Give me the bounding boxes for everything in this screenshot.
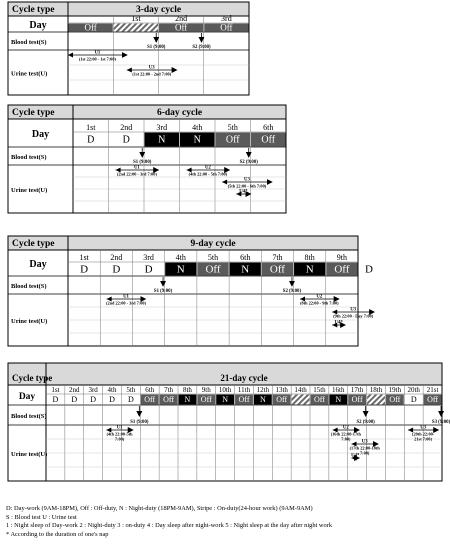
row-label-blood: Blood test(S) [11,413,47,420]
day-number: 2nd [110,253,123,262]
day-number: 1st [79,253,89,262]
shift-code: D [80,263,89,276]
urine-test-label: U1 [94,50,101,56]
row-label-urine: Urine test(U) [11,451,48,458]
urine-test-window: (4th 22:00-5th [106,431,133,437]
day-number: 3rd [88,386,98,394]
urine-test-arrow-tail [68,53,73,58]
section-frame [8,105,286,213]
day-number: 4th [175,253,186,262]
shift-code: Off [389,395,401,405]
shift-code: N [335,395,342,405]
cycle-title: 9-day cycle [190,239,236,249]
urine-test-label: U1 [133,165,140,171]
urine-test-arrow-tail [222,180,227,185]
day-number: 6th [145,386,155,394]
day-number: 5th [207,253,219,262]
legend-line-shifts: D: Day-work (9AM-18PM), Off : Off-duty, N : Night-duty (18PM-9AM), Stripe : On-duty(24-hour work) (9AM-9AM) [6,505,313,512]
section-cycle3 [8,2,249,95]
cycle-type-label: Cycle type [12,373,53,383]
shift-code: D [410,395,417,405]
day-number: 4th [107,386,117,394]
urine-test-window: 21st 7:00) [414,436,433,442]
shift-code: Off [144,395,156,405]
blood-test-label: S3 (9:00) [431,420,450,425]
shift-code: D [112,263,121,276]
day-number: 6th [240,253,251,262]
blood-test-label: S2 (9:00) [192,45,211,50]
day-number: 2nd [175,14,188,23]
urine-test-label: U1 [123,294,129,300]
urine-test-label: U2 [204,165,211,171]
urine-test-label: U3 [420,425,427,431]
day-number: 15th [313,386,326,394]
day-number: 16th [332,386,345,394]
urine-test-window: (1st 22:00 - 2nd 7:00) [132,71,172,77]
urine-test-label: U3 [361,439,368,445]
day-number: 21st [426,386,439,394]
day-number: 13th [275,386,288,394]
shift-code: Off [261,134,276,146]
cycle-type-label: Cycle type [12,239,55,249]
shift-code: N [259,395,266,405]
row-label-day: Day [29,259,47,270]
shift-code: D [71,395,78,405]
day-number: 20th [407,386,420,394]
urine-test-label: U1 [116,425,123,431]
day-number: 3rd [221,14,232,23]
urine-test-label: U3 [244,177,250,183]
urine-test-label: U4* [239,189,248,195]
urine-test-window: (1st 22:00 - 1st 7:00) [78,56,116,62]
shift-code: N [305,263,314,276]
shift-code: Off [205,263,221,276]
day-number: 7th [272,253,283,262]
row-label-urine: Urine test(U) [11,70,48,78]
urine-test-window: (5th 22:00 - 6th 7:00) [227,183,267,189]
legend-line-footnote: * According to the duration of one's nap [6,530,109,538]
day-number: 9th [201,386,211,394]
urine-test-window: (9th 22:00 - Day 7:00) [333,313,374,319]
urine-test-window: (2nd 22:00 - 3rd 7:00) [116,171,157,177]
shift-cell-stripe [367,395,385,405]
shift-code: Off [334,263,350,276]
blood-test-label: S1 (9:00) [130,420,149,425]
day-number: 7th [164,386,174,394]
urine-test-label: U4* [351,453,360,459]
urine-test-label: U3 [350,307,357,313]
day-number: 5th [227,123,238,132]
urine-test-window: 7:00) [341,436,351,442]
section-header [8,236,358,250]
day-number: 1st [131,14,141,23]
row-label-day: Day [29,20,47,31]
shift-code: D [52,395,59,405]
shift-code: D [144,263,153,276]
cycle-title: 21-day cycle [220,373,268,383]
shift-code: Off [276,395,288,405]
section-cycle21 [8,363,450,481]
shift-code: Off [174,22,188,33]
blood-test-label: S1 (9:00) [147,45,166,50]
day-number: 17th [350,386,364,394]
day-number: 11th [237,386,251,394]
shift-code: D [127,395,134,405]
cycle-title: 6-day cycle [156,108,203,118]
urine-test-arrow-tail [127,68,132,73]
shift-code: D [122,134,130,146]
shift-cell-stripe [292,395,310,405]
day-number: 8th [182,386,192,394]
blood-test-label: S2 (9:00) [239,160,258,165]
shift-code: N [184,395,191,405]
urine-test-label: U2 [316,294,323,300]
shift-code: Off [84,22,97,33]
blood-test-label: S2 (9:00) [356,420,375,425]
urine-test-window: (4th 22:00 - 5th 7:00) [188,171,228,177]
shift-code: N [193,134,201,146]
section-cycle9 [8,236,374,346]
day-number: 1st [86,123,96,132]
shift-code: Off [351,395,363,405]
row-label-blood: Blood test(S) [11,283,47,290]
shift-code: Off [427,395,439,405]
urine-test-window: 7:00) [360,450,370,456]
legend [6,505,446,539]
day-number: 18th [369,386,383,394]
shift-code: N [158,134,166,146]
urine-test-label: U2 [342,425,349,431]
sections-layer [8,2,450,481]
shift-code: Off [313,395,325,405]
day-number: 9th [336,253,348,262]
cycle-type-label: Cycle type [12,5,55,15]
day-number: 2nd [69,386,80,394]
section-cycle6 [8,105,286,213]
shift-code: N [176,263,185,276]
row-label-urine: Urine test(U) [11,318,48,325]
blood-test-label: S2 (9:00) [282,289,302,294]
cycle-type-label: Cycle type [12,108,55,118]
day-number: 3rd [143,253,154,262]
urine-test-label: U4* [334,320,343,326]
day-number: 1st [51,386,60,394]
day-number: 6th [263,123,274,132]
shift-code: D [109,395,115,405]
shift-code: N [241,263,250,276]
shift-code: N [222,395,229,405]
urine-test-label: U3 [148,65,155,71]
shift-code: Off [225,134,240,146]
shift-code: Off [238,395,250,405]
row-label-day: Day [31,129,50,140]
shift-code: Off [269,263,285,276]
day-number: 8th [304,253,315,262]
day-number: 10th [218,386,232,394]
shift-code: D [87,134,95,146]
blood-test-label: S1 (9:00) [153,289,173,294]
urine-test-window: (16th 22:00-17th [330,431,361,437]
day-number: 5th [126,386,136,394]
row-label-blood: Blood test(S) [11,39,47,46]
cycle-title: 3-day cycle [135,5,182,15]
urine-test-window: (8th 22:00 - 9th 7:00) [300,300,339,306]
legend-line-tests: S : Blood test U : Urine test [6,513,77,521]
day-number: 4th [192,123,203,132]
day-number: 3rd [156,123,168,132]
urine-test-window: 7:00) [114,436,125,442]
shift-code: Off [163,395,175,405]
day-number: 12th [256,386,270,394]
trailing-shift-code: D [365,263,373,276]
shift-code: Off [200,395,212,405]
row-label-urine: Urine test(U) [11,187,48,194]
day-number: 2nd [120,123,133,132]
shift-code: D [90,395,97,405]
legend-line-sleep-types: 1 : Night sleep of Day-work 2 : Night-duty 3 : on-duty 4 : Day sleep after night-work 5 : Night sleep at the day after night work [6,522,333,530]
row-label-blood: Blood test(S) [11,154,47,161]
urine-test-window: (17th 22:00-18th [349,445,380,451]
blood-test-label: S1 (9:00) [133,160,152,165]
shift-code: Off [220,22,233,33]
urine-test-window: (20th 22:00- [412,431,435,437]
shift-cell-stripe [114,24,158,32]
urine-test-window: (2nd 22:00 - 3rd 7:00) [106,300,146,306]
day-number: 14th [294,386,307,394]
day-number: 19th [388,386,402,394]
row-label-day: Day [18,392,36,402]
